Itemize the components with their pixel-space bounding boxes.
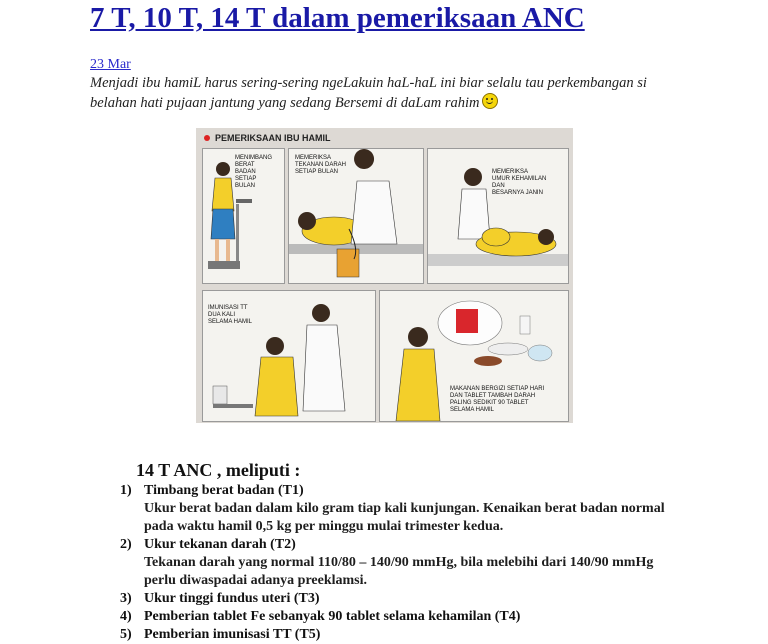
- illustration-header: [204, 133, 331, 143]
- item-number: 1): [120, 483, 132, 498]
- panel-caption: MENIMBANG BERAT BADAN SETIAP BULAN: [235, 155, 273, 189]
- panel-caption: MEMERIKSA TEKANAN DARAH SETIAP BULAN: [295, 155, 347, 175]
- panel-fundus: [427, 148, 569, 284]
- intro-text: Menjadi ibu hamiL harus sering-sering ngeLakuin haL-haL ini biar selalu tau perkembangan si belahan hati pujaan jantung yang sedang Bersemi di daLam rahim: [90, 75, 647, 111]
- panel-caption: IMUNISASI TT DUA KALI SELAMA HAMIL: [208, 305, 253, 325]
- anc-illustration: [196, 128, 573, 423]
- post-date[interactable]: 23 Mar: [90, 57, 131, 72]
- post-title[interactable]: 7 T, 10 T, 14 T dalam pemeriksaan ANC: [90, 2, 585, 34]
- post-intro: [90, 74, 690, 113]
- list-item: [120, 608, 680, 626]
- item-title: Pemberian imunisasi TT (T5): [144, 627, 321, 642]
- list-item: [120, 590, 680, 608]
- item-title: Ukur tekanan darah (T2): [144, 537, 296, 552]
- panel-blood-pressure: [288, 148, 424, 284]
- anc-list: [120, 482, 680, 644]
- item-number: 2): [120, 537, 132, 552]
- item-number: 3): [120, 591, 132, 606]
- red-dot-icon: [204, 135, 210, 141]
- item-title: Timbang berat badan (T1): [144, 483, 304, 498]
- smiley-icon: [482, 93, 498, 109]
- item-description: Ukur berat badan dalam kilo gram tiap kali kunjungan. Kenaikan berat badan normal pada waktu hamil 0,5 kg per minggu mulai trimester kedua.: [144, 501, 665, 534]
- item-description: Tekanan darah yang normal 110/80 – 140/90 mmHg, bila melebihi dari 140/90 mmHg perlu diwaspadai adanya preeklamsi.: [144, 555, 654, 588]
- illustration-header-text: PEMERIKSAAN IBU HAMIL: [215, 133, 331, 143]
- list-item: [120, 482, 680, 536]
- panel-immunization: [202, 290, 376, 422]
- anc-heading: 14 T ANC , meliputi :: [136, 460, 301, 480]
- panel-weighing: [202, 148, 285, 284]
- panel-caption: MEMERIKSA UMUR KEHAMILAN DAN BESARNYA JANIN: [492, 169, 547, 196]
- item-title: Pemberian tablet Fe sebanyak 90 tablet selama kehamilan (T4): [144, 609, 521, 624]
- list-item: [120, 626, 680, 644]
- item-number: 5): [120, 627, 132, 642]
- item-title: Ukur tinggi fundus uteri (T3): [144, 591, 320, 606]
- panel-nutrition: [379, 290, 569, 422]
- panel-caption: MAKANAN BERGIZI SETIAP HARI DAN TABLET TAMBAH DARAH PALING SEDIKIT 90 TABLET SELAMA HAMIL: [450, 386, 545, 413]
- list-item: [120, 536, 680, 590]
- item-number: 4): [120, 609, 132, 624]
